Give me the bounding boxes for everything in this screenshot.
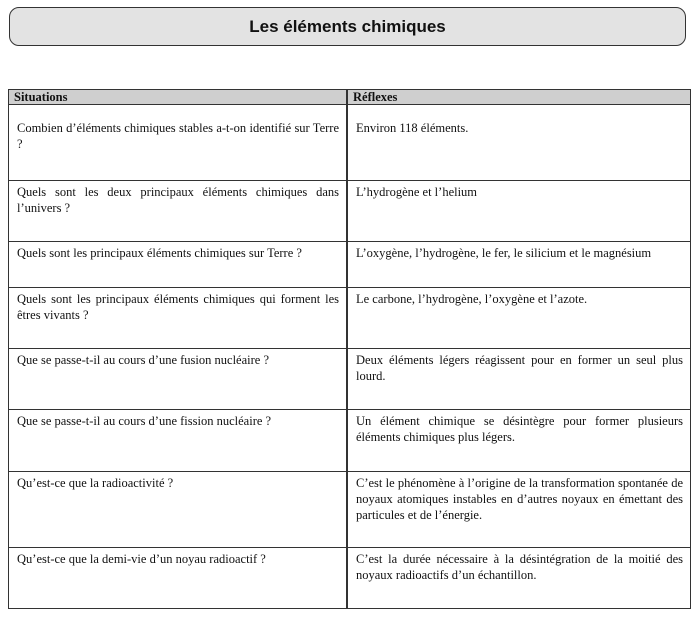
situation-cell xyxy=(8,472,347,548)
page-title: Les éléments chimiques xyxy=(249,16,446,36)
situation-text: Que se passe-t-il au cours d’une fusion nucléaire ? xyxy=(17,353,269,367)
reflexe-text: Le carbone, l’hydrogène, l’oxygène et l’azote. xyxy=(356,292,588,306)
situation-text: Combien d’éléments chimiques stables a-t-on identifié sur Terre ? xyxy=(17,121,339,151)
table-row xyxy=(8,105,691,181)
situation-text: Que se passe-t-il au cours d’une fission nucléaire ? xyxy=(17,414,272,428)
title-banner xyxy=(9,7,686,46)
reflexe-cell xyxy=(347,242,691,288)
table-row xyxy=(8,548,691,609)
reflexe-cell xyxy=(347,288,691,349)
table-row xyxy=(8,181,691,242)
situation-text: Quels sont les deux principaux éléments chimiques dans l’univers ? xyxy=(17,185,339,215)
reflexe-text: L’oxygène, l’hydrogène, le fer, le silicium et le magnésium xyxy=(356,246,652,260)
situations-table xyxy=(8,89,691,609)
table-row xyxy=(8,288,691,349)
situation-cell xyxy=(8,181,347,242)
table-row xyxy=(8,410,691,472)
reflexe-cell xyxy=(347,349,691,410)
reflexe-text: Deux éléments légers réagissent pour en former un seul plus lourd. xyxy=(356,353,683,383)
reflexe-cell xyxy=(347,105,691,181)
reflexe-text: L’hydrogène et l’helium xyxy=(356,185,478,199)
reflexe-cell xyxy=(347,181,691,242)
situation-text: Quels sont les principaux éléments chimiques sur Terre ? xyxy=(17,246,302,260)
reflexe-text: C’est la durée nécessaire à la désintégration de la moitié des noyaux radioactifs d’un échantillon. xyxy=(356,552,683,582)
situation-cell xyxy=(8,349,347,410)
situation-text: Qu’est-ce que la radioactivité ? xyxy=(17,476,174,490)
situation-cell xyxy=(8,288,347,349)
reflexe-cell xyxy=(347,472,691,548)
situation-cell xyxy=(8,105,347,181)
column-header-situations: Situations xyxy=(8,89,347,105)
situation-cell xyxy=(8,242,347,288)
reflexe-text: C’est le phénomène à l’origine de la transformation spontanée de noyaux atomiques instables en d’autres noyaux en émettant des particules et de l’énergie. xyxy=(356,476,683,522)
column-header-reflexes: Réflexes xyxy=(347,89,691,105)
reflexe-text: Environ 118 éléments. xyxy=(356,121,469,135)
table-header-row xyxy=(8,89,691,105)
situation-text: Quels sont les principaux éléments chimiques qui forment les êtres vivants ? xyxy=(17,292,339,322)
situation-cell xyxy=(8,548,347,609)
table-row xyxy=(8,472,691,548)
reflexe-text: Un élément chimique se désintègre pour former plusieurs éléments chimiques plus légers. xyxy=(356,414,683,444)
table-row xyxy=(8,242,691,288)
reflexe-cell xyxy=(347,410,691,472)
situation-cell xyxy=(8,410,347,472)
situation-text: Qu’est-ce que la demi-vie d’un noyau radioactif ? xyxy=(17,552,266,566)
table-row xyxy=(8,349,691,410)
reflexe-cell xyxy=(347,548,691,609)
